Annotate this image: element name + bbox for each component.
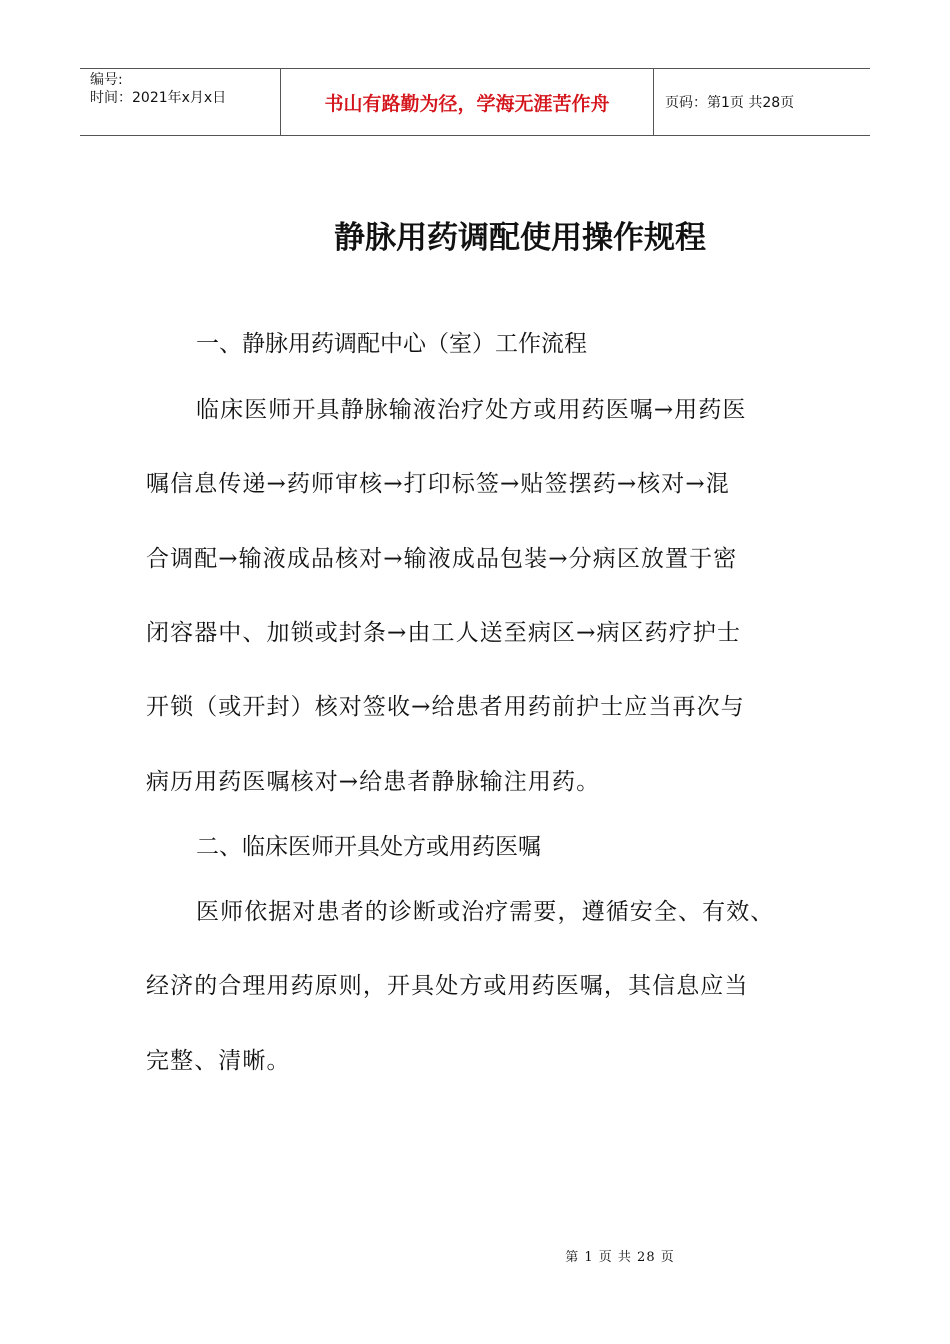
- paragraph-line: 闭容器中、加锁或封条→由工人送至病区→病区药疗护士: [146, 620, 742, 646]
- section-heading-2: 二、临床医师开具处方或用药医嘱: [196, 834, 541, 860]
- paragraph-line: 合调配→输液成品核对→输液成品包装→分病区放置于密: [146, 546, 738, 572]
- paragraph-line: 完整、清晰。: [146, 1048, 291, 1074]
- paragraph-line: 临床医师开具静脉输液治疗处方或用药医嘱→用药医: [196, 397, 747, 423]
- page-header: [80, 68, 870, 136]
- paragraph-line: 医师依据对患者的诊断或治疗需要，遵循安全、有效、: [196, 899, 775, 925]
- header-motto: 书山有路勤为径，学海无涯苦作舟: [281, 69, 654, 135]
- header-page-info: 页码：第1页 共28页: [665, 95, 795, 111]
- document-number-label: 编号:: [90, 72, 123, 88]
- paragraph-line: 嘱信息传递→药师审核→打印标签→贴签摆药→核对→混: [146, 471, 730, 497]
- document-date: 时间：2021年x月x日: [90, 90, 227, 106]
- section-heading-1: 一、静脉用药调配中心（室）工作流程: [196, 331, 587, 357]
- page-footer: 第 1 页 共 28 页: [565, 1250, 675, 1265]
- paragraph-line: 开锁（或开封）核对签收→给患者用药前护士应当再次与: [146, 694, 745, 720]
- document-title: 静脉用药调配使用操作规程: [334, 220, 706, 256]
- paragraph-line: 经济的合理用药原则，开具处方或用药医嘱，其信息应当: [146, 973, 749, 999]
- paragraph-line: 病历用药医嘱核对→给患者静脉输注用药。: [146, 769, 601, 795]
- header-meta: [80, 69, 281, 135]
